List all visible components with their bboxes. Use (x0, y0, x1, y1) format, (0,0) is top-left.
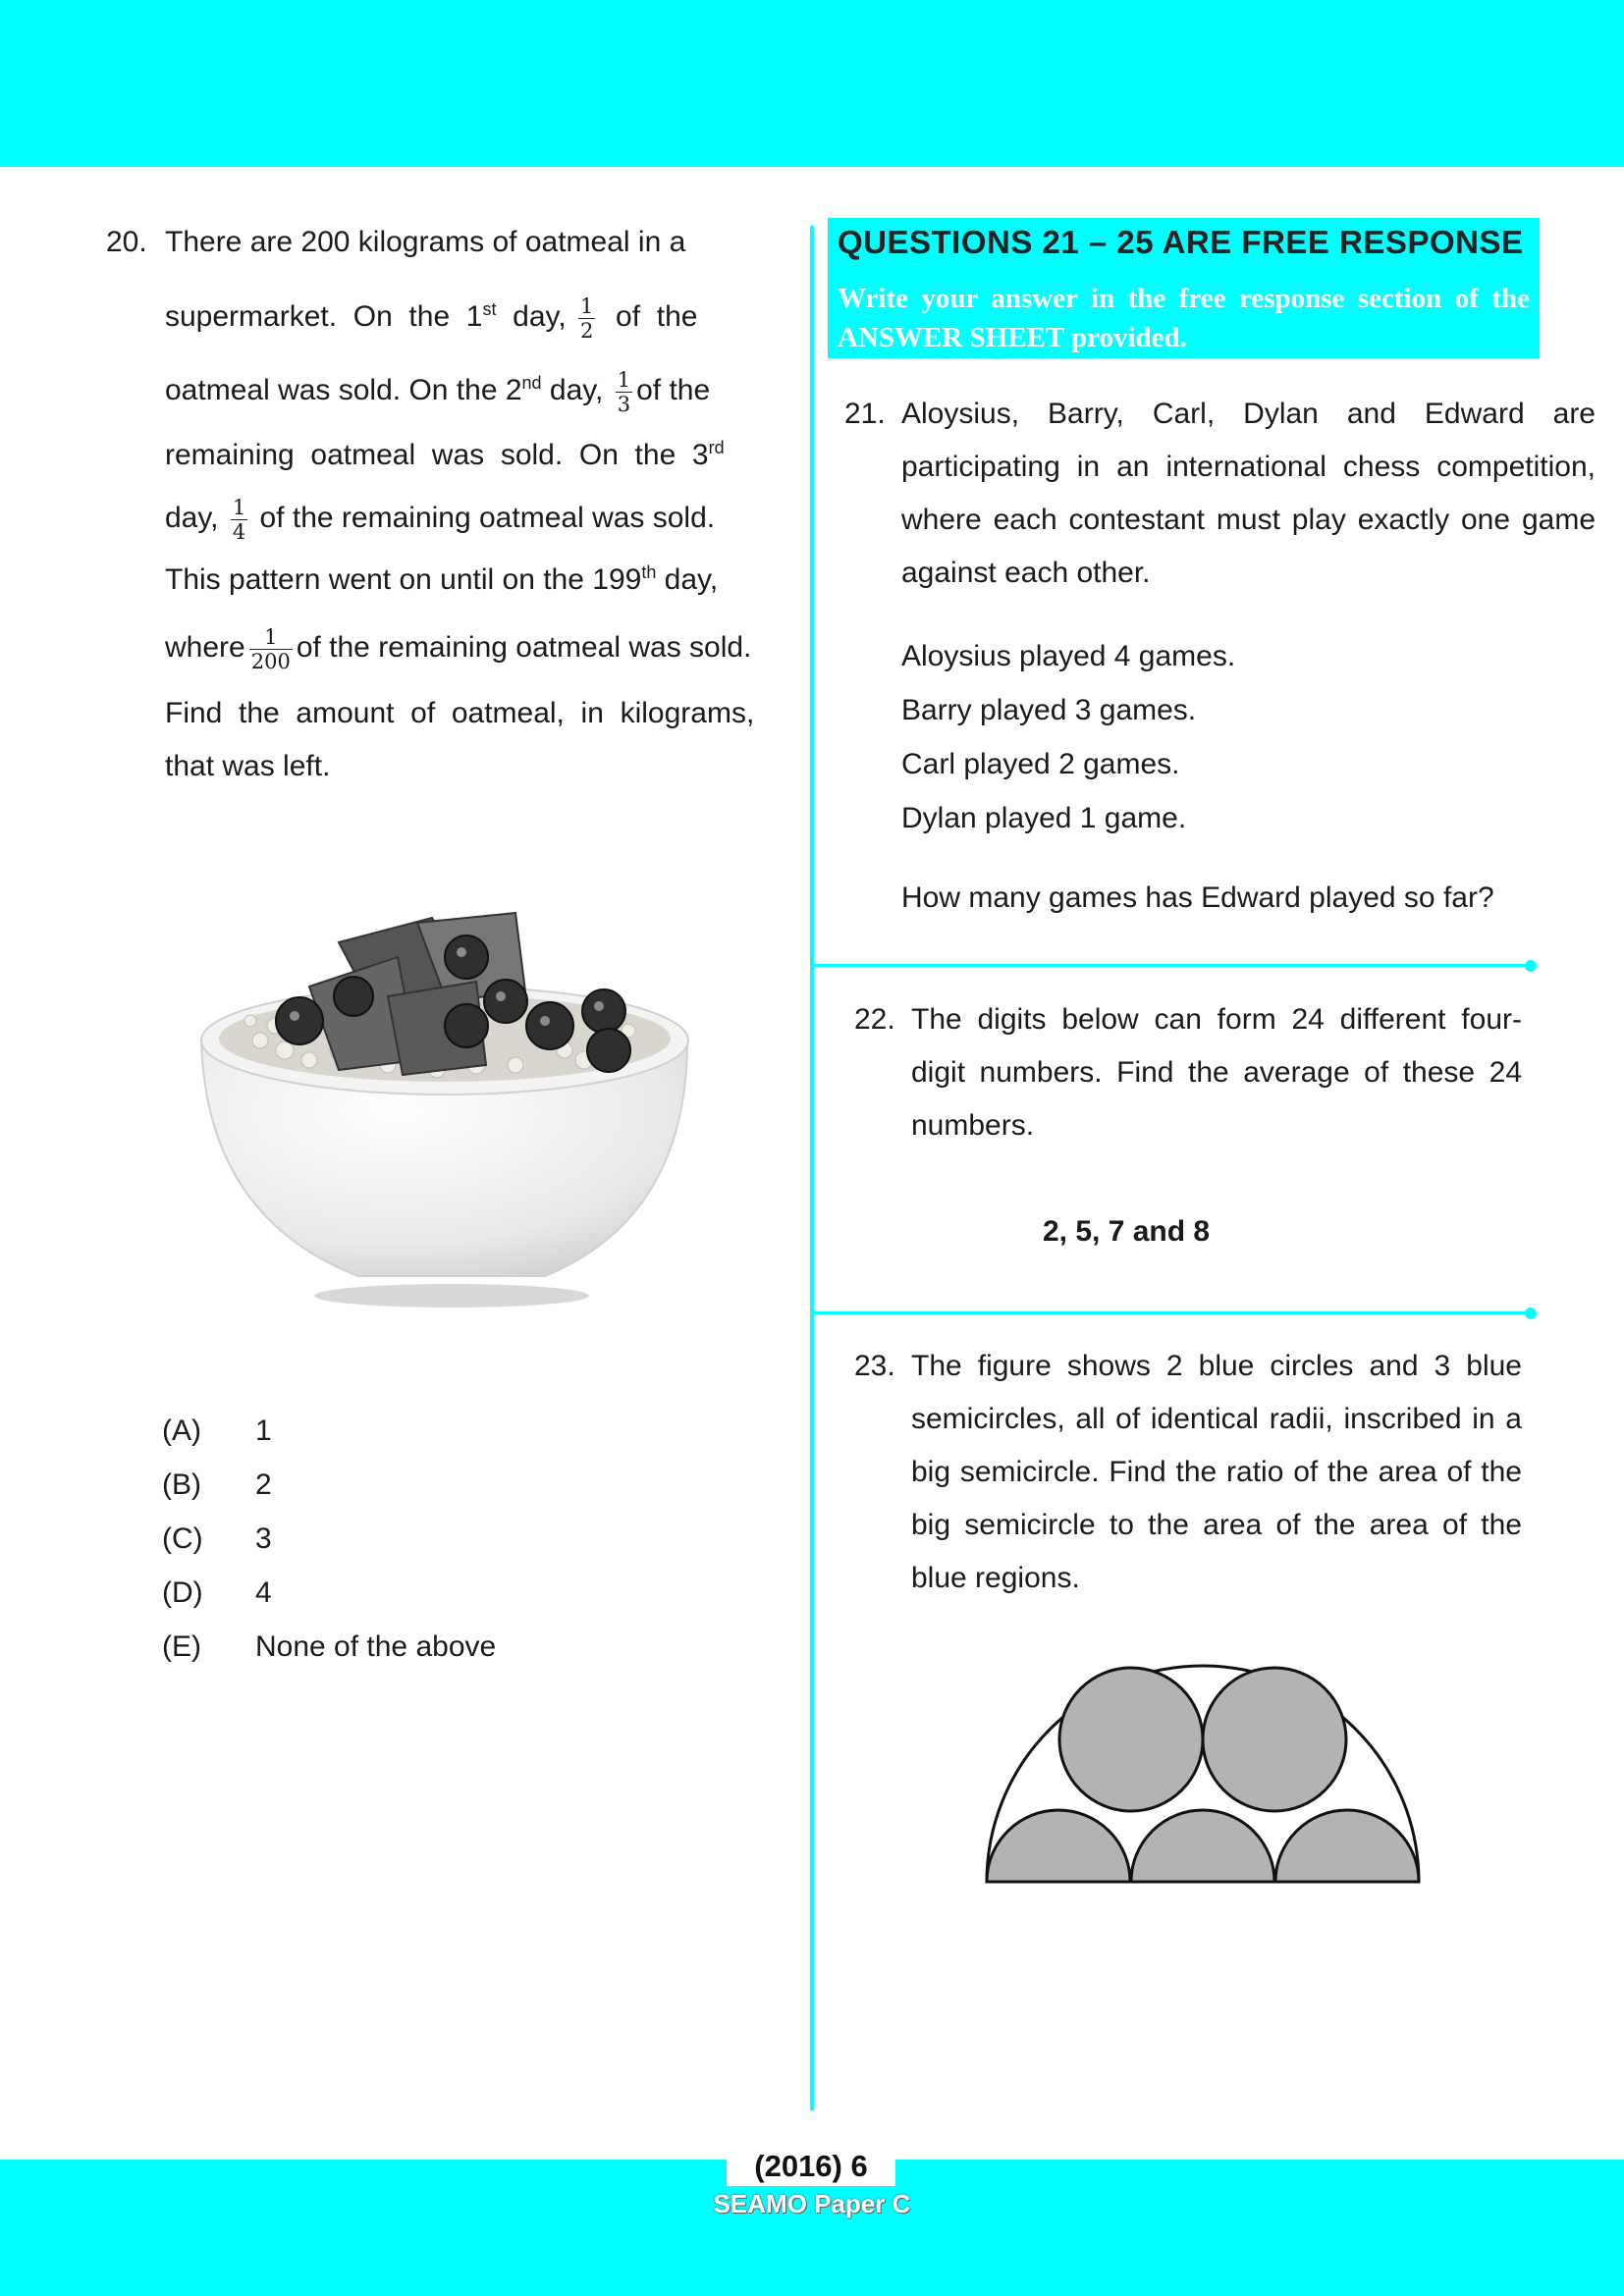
question-text: The figure shows 2 blue circles and 3 blue semicircles, all of identical radii, inscribed in a big semicircle. Find the ratio of the area of the big semicircle to the area of the area of the blue regions. (911, 1350, 1522, 1594)
fraction-one-two-hundredth: $\frac{1}{200}$ (250, 624, 291, 673)
free-response-banner (828, 218, 1540, 358)
question-text (165, 208, 784, 791)
q20-line-8: Find the amount of oatmeal, in kilograms, (165, 697, 755, 729)
question-number: 22. (854, 1003, 895, 1036)
small-circle-left (1059, 1668, 1203, 1811)
semicircle-figure (977, 1659, 1438, 1895)
option-d: (D) 4 (162, 1575, 272, 1609)
question-22 (854, 993, 1522, 1170)
small-circle-right (1203, 1668, 1346, 1811)
question-20 (106, 208, 784, 836)
header-band (0, 0, 1624, 167)
q20-line-4: remaining oatmeal was sold. On the 3rd (165, 438, 725, 471)
answer-options (162, 1404, 496, 1674)
q20-line-5: day, $\frac{1}{4}$ of the remaining oatmeal was sold. (165, 495, 716, 544)
option-b: (B) 2 (162, 1468, 272, 1501)
option-c: (C) 3 (162, 1522, 272, 1555)
q21-fact-2: Barry played 3 games. (901, 694, 1197, 726)
fraction-one-third: $\frac{1}{3}$ (617, 367, 631, 416)
section-divider-dot (1525, 1308, 1537, 1319)
q20-line-7: where $\frac{1}{200}$ of the remaining oatmeal was sold. (165, 624, 752, 673)
question-text: Aloysius, Barry, Carl, Dylan and Edward are participating in an international chess competition, where each contestant must play exactly one game against each other. (901, 398, 1596, 589)
oatmeal-bowl-image (191, 903, 702, 1315)
fraction-one-quarter: $\frac{1}{4}$ (232, 495, 246, 544)
option-e: (E) None of the above (162, 1629, 497, 1663)
banner-title: QUESTIONS 21 – 25 ARE FREE RESPONSE (838, 224, 1524, 260)
section-divider (814, 1311, 1531, 1314)
question-23 (854, 1340, 1522, 1615)
q20-line-3: oatmeal was sold. On the 2nd day, $\frac{1}{3}$ of the (165, 367, 711, 416)
question-21 (844, 388, 1596, 614)
question-number: 21. (844, 398, 886, 430)
q20-line-6: This pattern went on until on the 199th day, (165, 562, 719, 596)
page-number: (2016) 6 (727, 2147, 895, 2186)
q21-question: How many games has Edward played so far? (901, 881, 1494, 914)
section-divider (814, 964, 1531, 967)
paper-name: SEAMO Paper C (713, 2189, 911, 2218)
q21-fact-1: Aloysius played 4 games. (901, 640, 1236, 672)
question-number: 20. (106, 226, 147, 258)
option-a: (A) 1 (162, 1414, 272, 1447)
q20-line-1: There are 200 kilograms of oatmeal in a (165, 226, 686, 258)
banner-subtitle: Write your answer in the free response section of the ANSWER SHEET provided. (838, 283, 1530, 353)
q20-line-9: that was left. (165, 750, 331, 782)
question-text: The digits below can form 24 different four-digit numbers. Find the average of these 24 numbers. (911, 1003, 1522, 1142)
q21-fact-3: Carl played 2 games. (901, 748, 1180, 780)
fraction-one-half: $\frac{1}{2}$ (580, 294, 594, 343)
section-divider-dot (1525, 960, 1537, 972)
q20-line-2: supermarket. On the 1st day, $\frac{1}{2}$ of the (165, 294, 698, 343)
question-number: 23. (854, 1350, 895, 1382)
q21-fact-4: Dylan played 1 game. (901, 802, 1187, 834)
q22-digits: 2, 5, 7 and 8 (1043, 1215, 1211, 1248)
column-divider (810, 226, 814, 2110)
